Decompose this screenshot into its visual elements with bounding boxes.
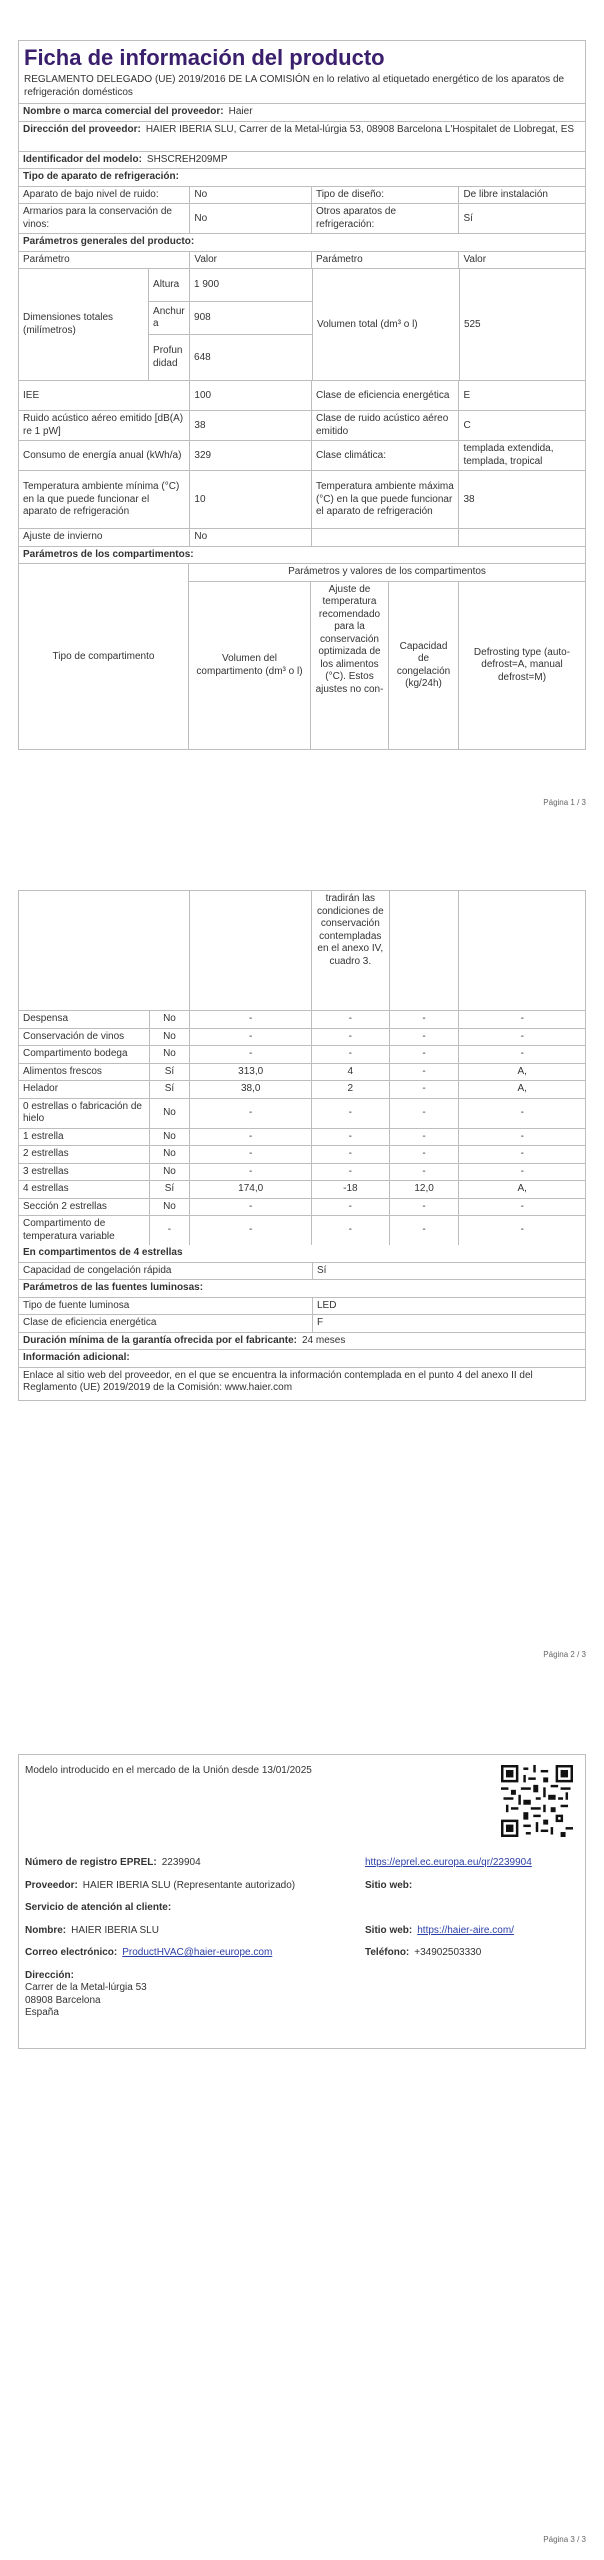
light-type-value: LED — [317, 1299, 337, 1311]
compartment-defrost: - — [520, 1130, 524, 1142]
compartment-volume: - — [190, 1046, 312, 1063]
compartment-row — [19, 1181, 585, 1199]
compartment-present: No — [150, 1129, 191, 1146]
compartment-row — [19, 1129, 585, 1147]
compartment-present: No — [150, 1146, 191, 1163]
compartment-temp: - — [312, 1146, 390, 1163]
compartment-defrost: - — [520, 1148, 524, 1159]
compartment-temp: - — [312, 1164, 390, 1181]
compartment-present: Sí — [150, 1064, 191, 1081]
comp-temp-label-continued: tradirán las condiciones de conservación contempladas en el anexo IV, cuadro 3. — [312, 891, 390, 1010]
page-2 — [0, 860, 604, 1710]
empty-cell — [190, 891, 312, 1010]
address-line-1: Carrer de la Metal-lúrgia 53 — [25, 1982, 147, 1993]
compartment-row — [19, 1029, 585, 1047]
additional-text: Enlace al sitio web del proveedor, en el que se encuentra la información contemplada en el punto 4 del anexo II del Reglamento (UE) 2019/2019 de la Comisión: www.haier.com — [23, 1369, 533, 1393]
compartment-name: Conservación de vinos — [19, 1029, 150, 1046]
compartment-volume: - — [190, 1099, 312, 1128]
empty-cell — [312, 529, 459, 546]
width-label: Anchura — [149, 302, 190, 334]
supplier-name-row: Nombre o marca comercial del proveedor: Haier — [23, 106, 253, 118]
compartment-freeze: 12,0 — [390, 1181, 460, 1198]
comp-subheader: Parámetros y valores de los compartimentos — [189, 564, 585, 582]
climate-value: templada extendida, templada, tropical — [463, 443, 554, 467]
compartment-name: 2 estrellas — [19, 1146, 150, 1163]
general-params-header: Parámetros generales del producto: — [23, 236, 195, 248]
eprel-info-box — [18, 1754, 586, 2049]
compartment-name: Sección 2 estrellas — [19, 1199, 150, 1216]
low-noise-value: No — [190, 187, 312, 204]
compartment-volume: - — [190, 1164, 312, 1181]
volume-value: 525 — [463, 318, 481, 330]
warranty-row: Duración mínima de la garantía ofrecida por el fabricante: 24 meses — [23, 1334, 346, 1346]
compartment-name: Compartimento bodega — [19, 1046, 150, 1063]
comp-freeze-label: Capacidad de congelación (kg/24h) — [389, 582, 459, 750]
design-type-value: De libre instalación — [463, 188, 548, 200]
compartment-defrost: - — [520, 1224, 524, 1236]
wine-value: No — [190, 204, 312, 233]
comp-defrost-label: Defrosting type (auto-defrost=A, manual defrost=M) — [473, 646, 571, 683]
col-param-header: Parámetro — [19, 252, 190, 269]
col-param-header-2: Parámetro — [312, 252, 459, 269]
light-header: Parámetros de las fuentes luminosas: — [23, 1282, 204, 1293]
compartment-volume: - — [190, 1146, 312, 1163]
page-title: Ficha de información del producto — [24, 45, 385, 70]
service-website: Sitio web: https://haier-aire.com/ — [365, 1924, 514, 1936]
compartment-volume: - — [190, 1199, 312, 1216]
compartment-volume: 38,0 — [190, 1081, 312, 1098]
light-class-label: Clase de eficiencia energética — [19, 1315, 313, 1332]
compartment-row — [19, 1164, 585, 1182]
compartment-name: 3 estrellas — [19, 1164, 150, 1181]
compartment-row — [19, 1064, 585, 1082]
qr-code-icon — [501, 1765, 573, 1837]
supplier-address-row: Dirección del proveedor: HAIER IBERIA SLU, Carrer de la Metal-lúrgia 53, 08908 Barcelona L'Hospitalet de Llobregat, ES — [23, 123, 575, 135]
compartment-temp: - — [312, 1046, 390, 1063]
compartment-temp: -18 — [312, 1181, 390, 1198]
compartment-row — [19, 1011, 585, 1029]
model-row: Identificador del modelo: SHSCREH209MP — [23, 153, 228, 165]
product-sheet-part-1 — [18, 40, 586, 750]
noise-class-label: Clase de ruido acústico aéreo emitido — [312, 411, 459, 440]
service-email: Correo electrónico: ProductHVAC@haier-europe.com — [25, 1947, 273, 1958]
email-link[interactable]: ProductHVAC@haier-europe.com — [122, 1947, 273, 1958]
col-value-header: Valor — [190, 252, 312, 269]
address-line-3: España — [25, 2007, 59, 2018]
compartment-name: 0 estrellas o fabricación de hielo — [19, 1099, 150, 1128]
page-number-2: Página 2 / 3 — [543, 1650, 586, 1659]
additional-header: Información adicional: — [23, 1352, 130, 1363]
compartment-name: Compartimento de temperatura variable — [19, 1216, 150, 1245]
compartment-volume: - — [190, 1011, 312, 1028]
compartment-present: - — [150, 1216, 191, 1245]
comp-volume-label: Volumen del compartimento (dm³ o l) — [189, 582, 311, 750]
compartment-name: Helador — [19, 1081, 150, 1098]
volume-label: Volumen total (dm³ o l) — [313, 269, 460, 380]
consumption-value: 329 — [190, 441, 312, 470]
compartment-rows — [19, 1011, 585, 1245]
provider: Proveedor: HAIER IBERIA SLU (Representante autorizado) — [25, 1879, 296, 1891]
compartment-volume: 174,0 — [190, 1181, 312, 1198]
page-number-3: Página 3 / 3 — [543, 2535, 586, 2544]
compartment-present: No — [150, 1199, 191, 1216]
market-date: Modelo introducido en el mercado de la Unión desde 13/01/2025 — [25, 1765, 312, 1776]
low-noise-label: Aparato de bajo nivel de ruido: — [19, 187, 190, 204]
compartment-temp: - — [312, 1011, 390, 1028]
page-number-1: Página 1 / 3 — [543, 798, 586, 807]
eei-label: IEE — [19, 381, 190, 410]
energy-class-label: Clase de eficiencia energética — [312, 381, 459, 410]
compartment-row — [19, 1216, 585, 1245]
compartment-temp: - — [312, 1029, 390, 1046]
light-type-label: Tipo de fuente luminosa — [19, 1298, 313, 1315]
service-name: Nombre: HAIER IBERIA SLU — [25, 1924, 159, 1936]
compartment-freeze: - — [390, 1216, 460, 1245]
comp-type-label: Tipo de compartimento — [19, 564, 189, 749]
other-appliance-label: Otros aparatos de refrigeración: — [312, 204, 459, 233]
compartment-defrost: A, — [517, 1065, 527, 1077]
address-line-2: 08908 Barcelona — [25, 1994, 101, 2006]
compartment-volume: 313,0 — [190, 1064, 312, 1081]
appliance-type-header: Tipo de aparato de refrigeración: — [23, 171, 179, 183]
compartment-freeze: - — [390, 1046, 460, 1063]
compartment-name: 4 estrellas — [19, 1181, 150, 1198]
product-sheet-part-2 — [18, 890, 586, 1401]
compartment-present: No — [150, 1164, 191, 1181]
regulation-text: REGLAMENTO DELEGADO (UE) 2019/2016 DE LA COMISIÓN en lo relativo al etiquetado energético de los aparatos de refrigeración domésticos — [24, 74, 565, 98]
compartment-present: No — [150, 1029, 191, 1046]
compartment-freeze: - — [390, 1081, 460, 1098]
compartment-freeze: - — [390, 1011, 460, 1028]
compartment-temp: - — [312, 1129, 390, 1146]
service-phone: Teléfono: +34902503330 — [365, 1947, 482, 1958]
compartment-freeze: - — [390, 1164, 460, 1181]
eprel-number: Número de registro EPREL: 2239904 — [25, 1857, 201, 1868]
winter-label: Ajuste de invierno — [19, 529, 190, 546]
wine-label: Armarios para la conservación de vinos: — [19, 204, 190, 233]
compartment-present: Sí — [150, 1081, 191, 1098]
col-value-header-2: Valor — [463, 253, 487, 265]
compartment-freeze: - — [390, 1199, 460, 1216]
compartment-row — [19, 1081, 585, 1099]
eprel-link[interactable]: https://eprel.ec.europa.eu/qr/2239904 — [365, 1857, 532, 1868]
compartment-name: 1 estrella — [19, 1129, 150, 1146]
compartment-header-continued — [19, 891, 585, 1011]
provider-website-label: Sitio web: — [365, 1879, 413, 1891]
climate-label: Clase climática: — [312, 441, 459, 470]
consumption-label: Consumo de energía anual (kWh/a) — [19, 441, 190, 470]
empty-cell — [19, 891, 190, 1010]
compartment-present: No — [150, 1011, 191, 1028]
winter-value: No — [190, 529, 312, 546]
max-temp-value: 38 — [463, 493, 475, 505]
dimensions-label: Dimensiones totales (milímetros) — [19, 269, 149, 380]
compartment-temp: - — [312, 1199, 390, 1216]
compartment-defrost: - — [520, 1165, 524, 1177]
compartment-row — [19, 1199, 585, 1217]
supplier-website-link[interactable]: www.haier.com — [224, 1382, 293, 1393]
empty-cell — [390, 891, 460, 1010]
compartment-defrost: - — [520, 1030, 524, 1042]
dimensions-row — [19, 269, 585, 381]
compartment-present: No — [150, 1046, 191, 1063]
depth-label: Profundidad — [149, 335, 190, 380]
width-value: 908 — [194, 312, 211, 324]
compartment-header-row — [19, 564, 585, 749]
eei-value: 100 — [190, 381, 312, 410]
empty-cell — [459, 529, 585, 546]
compartment-temp: 4 — [312, 1064, 390, 1081]
max-temp-label: Temperatura ambiente máxima (°C) en la que puede funcionar el aparato de refrigeración — [312, 471, 459, 528]
compartment-defrost: - — [520, 1200, 524, 1212]
compartment-freeze: - — [390, 1129, 460, 1146]
address-label: Dirección: — [25, 1969, 74, 1981]
page-1 — [0, 0, 604, 860]
compartment-row — [19, 1146, 585, 1164]
page-3 — [0, 1710, 604, 2560]
compartment-row — [19, 1046, 585, 1064]
min-temp-label: Temperatura ambiente mínima (°C) en la que puede funcionar el aparato de refrigeración — [19, 471, 190, 528]
compartment-defrost: A, — [517, 1083, 527, 1094]
energy-class-value: E — [463, 389, 471, 401]
depth-value: 648 — [194, 351, 211, 363]
fast-freeze-value: Sí — [317, 1264, 327, 1276]
compartment-temp: - — [312, 1099, 390, 1128]
compartment-freeze: - — [390, 1146, 460, 1163]
compartment-present: No — [150, 1099, 191, 1128]
compartment-freeze: - — [390, 1029, 460, 1046]
other-appliance-value: Sí — [463, 212, 473, 224]
service-header: Servicio de atención al cliente: — [25, 1902, 172, 1913]
height-label: Altura — [149, 269, 190, 301]
empty-cell — [459, 891, 585, 1010]
compartment-freeze: - — [390, 1064, 460, 1081]
compartment-row — [19, 1099, 585, 1129]
height-value: 1 900 — [194, 279, 220, 291]
compartment-freeze: - — [390, 1099, 460, 1128]
compartment-volume: - — [190, 1129, 312, 1146]
compartment-defrost: A, — [517, 1183, 527, 1194]
noise-value: 38 — [190, 411, 312, 440]
compartment-name: Despensa — [19, 1011, 150, 1028]
comp-temp-label: Ajuste de temperatura recomendado para la conservación optimizada de los alimentos (°C). Estos ajustes no con- — [311, 582, 389, 750]
compartment-defrost: - — [520, 1013, 524, 1024]
design-type-label: Tipo de diseño: — [312, 187, 459, 204]
compartment-defrost: - — [520, 1106, 524, 1118]
compartment-name: Alimentos frescos — [19, 1064, 150, 1081]
four-star-header: En compartimentos de 4 estrellas — [23, 1247, 183, 1258]
noise-class-value: C — [463, 419, 471, 431]
noise-label: Ruido acústico aéreo emitido [dB(A) re 1 pW] — [19, 411, 190, 440]
compartment-volume: - — [190, 1029, 312, 1046]
fast-freeze-label: Capacidad de congelación rápida — [19, 1263, 313, 1280]
compartment-volume: - — [190, 1216, 312, 1245]
light-class-value: F — [317, 1317, 324, 1328]
compartment-present: Sí — [150, 1181, 191, 1198]
compartments-header: Parámetros de los compartimentos: — [23, 548, 194, 560]
compartment-temp: - — [312, 1216, 390, 1245]
compartment-defrost: - — [520, 1048, 524, 1059]
min-temp-value: 10 — [190, 471, 312, 528]
service-website-link[interactable]: https://haier-aire.com/ — [417, 1924, 514, 1936]
compartment-temp: 2 — [312, 1081, 390, 1098]
